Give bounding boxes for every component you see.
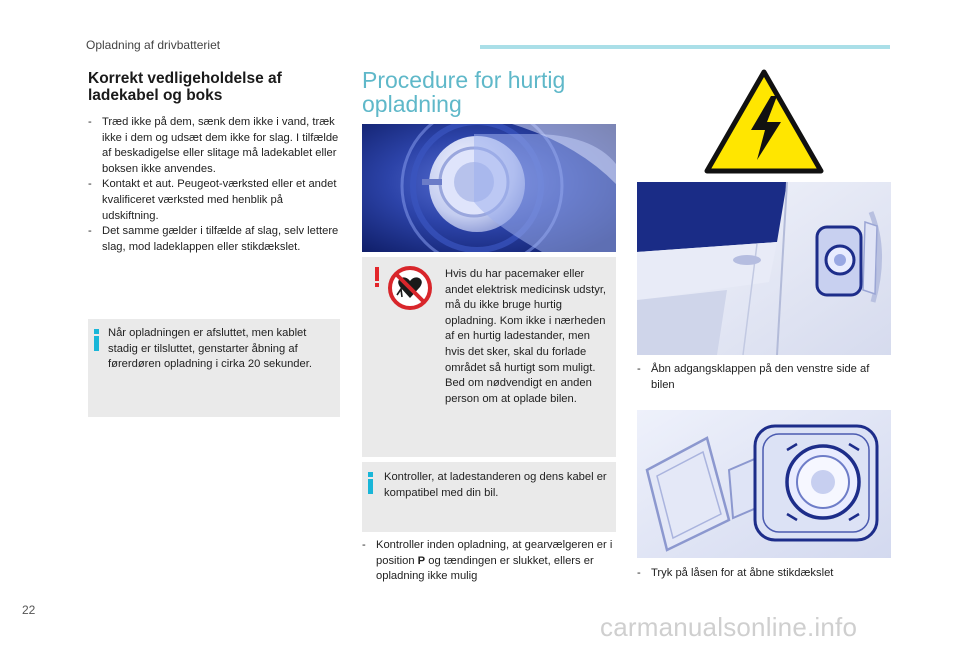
- page-number: 22: [22, 603, 36, 617]
- running-header: Opladning af drivbatteriet: [86, 38, 221, 52]
- warning-icon: [375, 267, 379, 287]
- info-icon: [368, 472, 374, 494]
- socket-cover-photo: [637, 410, 891, 558]
- pacemaker-warning-box: [362, 257, 616, 457]
- bullet-text: og tændingen er slukket, ellers er opladning ikke mulig: [376, 554, 594, 583]
- list-item: [362, 538, 616, 585]
- list-item: - Tryk på låsen for at åbne stikdækslet: [637, 566, 891, 582]
- list-item: - Åbn adgangsklappen på den venstre side af bilen: [637, 362, 891, 393]
- info-icon: [94, 329, 100, 351]
- procedure-title: Procedure for hurtig opladning: [362, 67, 566, 117]
- info-box-recharge: [88, 319, 340, 417]
- list-item: - Kontakt et aut. Peugeot-værksted eller et andet kvalificeret værksted med henblik på udskiftning.: [88, 177, 340, 224]
- info-text: Når opladningen er afsluttet, men kablet stadig er tilsluttet, genstarter åbning af førerdøren opladning i cirka 20 sekunder.: [108, 327, 312, 371]
- info-box-compatibility: [362, 462, 616, 532]
- high-voltage-warning-icon: [703, 68, 825, 176]
- section-heading: Korrekt vedligeholdelse af ladekabel og boks: [88, 70, 282, 104]
- list-item: - Det samme gælder i tilfælde af slag, selv lettere slag, mod ladeklappen eller stikdækslet.: [88, 224, 340, 255]
- procedure-bullet-list: [362, 538, 616, 585]
- charging-socket-photo: [362, 124, 616, 252]
- warning-text: Hvis du har pacemaker eller andet elektrisk medicinsk udstyr, må du ikke bruge hurtig opladning. Kom ikke i nærheden af en hurtig ladestander, men hvis det sker, skal du forlade området så hurtigt som muligt. Bed om nødvendigt en anden person om at oplade bilen.: [445, 268, 607, 405]
- info-text: Kontroller, at ladestanderen og dens kabel er kompatibel med din bil.: [384, 471, 607, 499]
- header-accent-bar: [480, 45, 890, 49]
- gear-position: P: [417, 554, 426, 567]
- care-bullet-list: [88, 115, 340, 255]
- list-item: - Træd ikke på dem, sænk dem ikke i vand, træk ikke i dem og udsæt dem ikke for slag. I tilfælde af beskadigelse eller slitage må ladekablet eller boksen ikke anvendes.: [88, 115, 340, 177]
- car-flap-photo: [637, 182, 891, 355]
- watermark: carmanualsonline.info: [600, 612, 858, 642]
- bullet-text: Kontroller inden opladning, at gearvælgeren er i position: [376, 539, 613, 567]
- right-bullet-list-2: [637, 566, 891, 582]
- right-bullet-list-1: [637, 362, 891, 393]
- no-pacemaker-icon: [387, 265, 433, 311]
